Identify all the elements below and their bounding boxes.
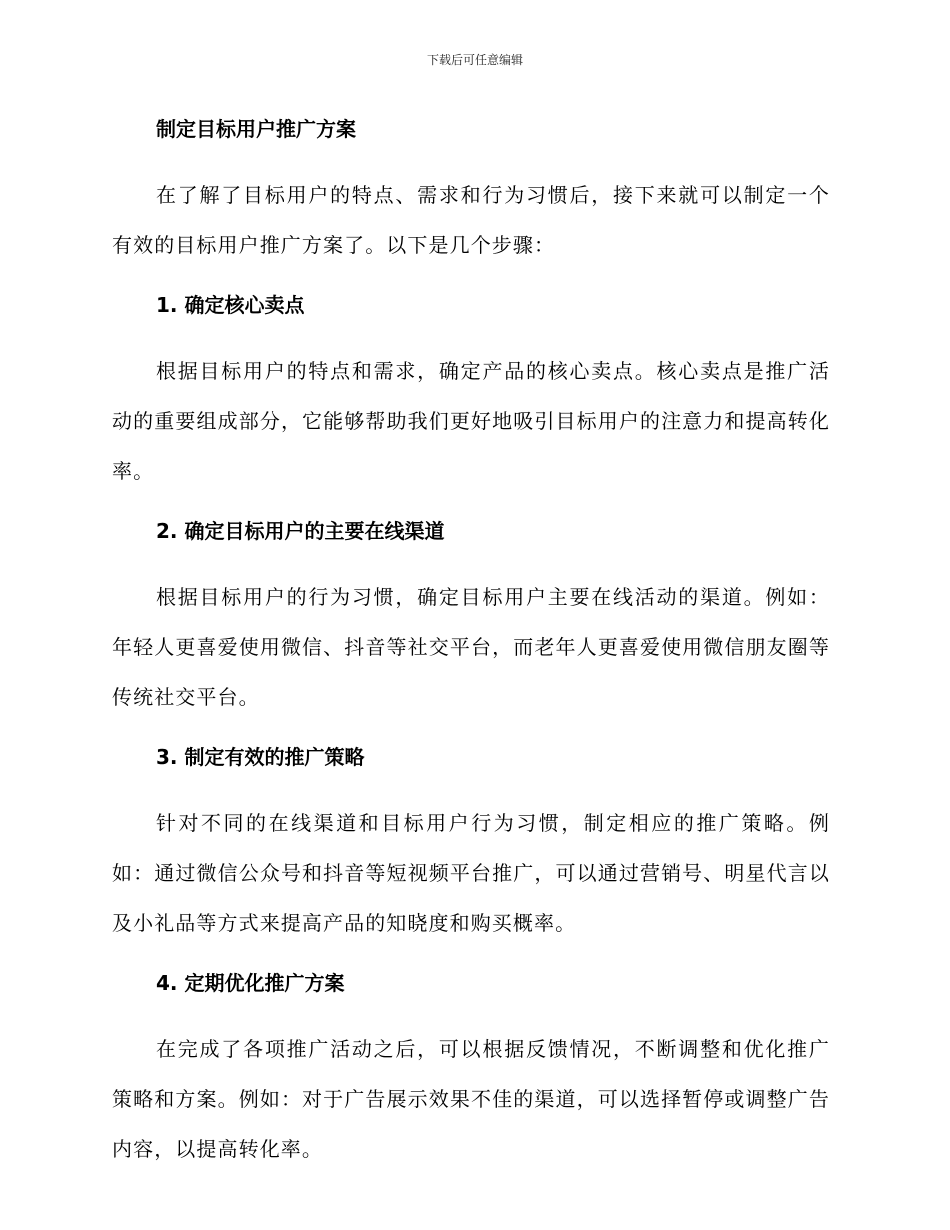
document-title: 制定目标用户推广方案 (156, 117, 356, 141)
section-heading-1: 1. 确定核心卖点 (156, 293, 305, 317)
section-paragraph-2: 根据目标用户的行为习惯，确定目标用户主要在线活动的渠道。例如：年轻人更喜爱使用微信、抖音等社交平台，而老年人更喜爱使用微信朋友圈等传统社交平台。 (112, 585, 830, 709)
section-heading-3: 3. 制定有效的推广策略 (156, 745, 365, 769)
section-heading-4: 4. 定期优化推广方案 (156, 971, 345, 995)
document-body (112, 112, 830, 1174)
page-header: 下载后可任意编辑 (426, 53, 523, 67)
section-heading-2: 2. 确定目标用户的主要在线渠道 (156, 519, 445, 543)
section-paragraph-1: 根据目标用户的特点和需求，确定产品的核心卖点。核心卖点是推广活动的重要组成部分，它能够帮助我们更好地吸引目标用户的注意力和提高转化率。 (112, 359, 830, 483)
intro-paragraph: 在了解了目标用户的特点、需求和行为习惯后，接下来就可以制定一个有效的目标用户推广方案了。以下是几个步骤： (112, 183, 830, 257)
section-paragraph-3: 针对不同的在线渠道和目标用户行为习惯，制定相应的推广策略。例如：通过微信公众号和抖音等短视频平台推广，可以通过营销号、明星代言以及小礼品等方式来提高产品的知晓度和购买概率。 (112, 811, 830, 935)
section-paragraph-4: 在完成了各项推广活动之后，可以根据反馈情况，不断调整和优化推广策略和方案。例如：对于广告展示效果不佳的渠道，可以选择暂停或调整广告内容，以提高转化率。 (112, 1037, 830, 1161)
